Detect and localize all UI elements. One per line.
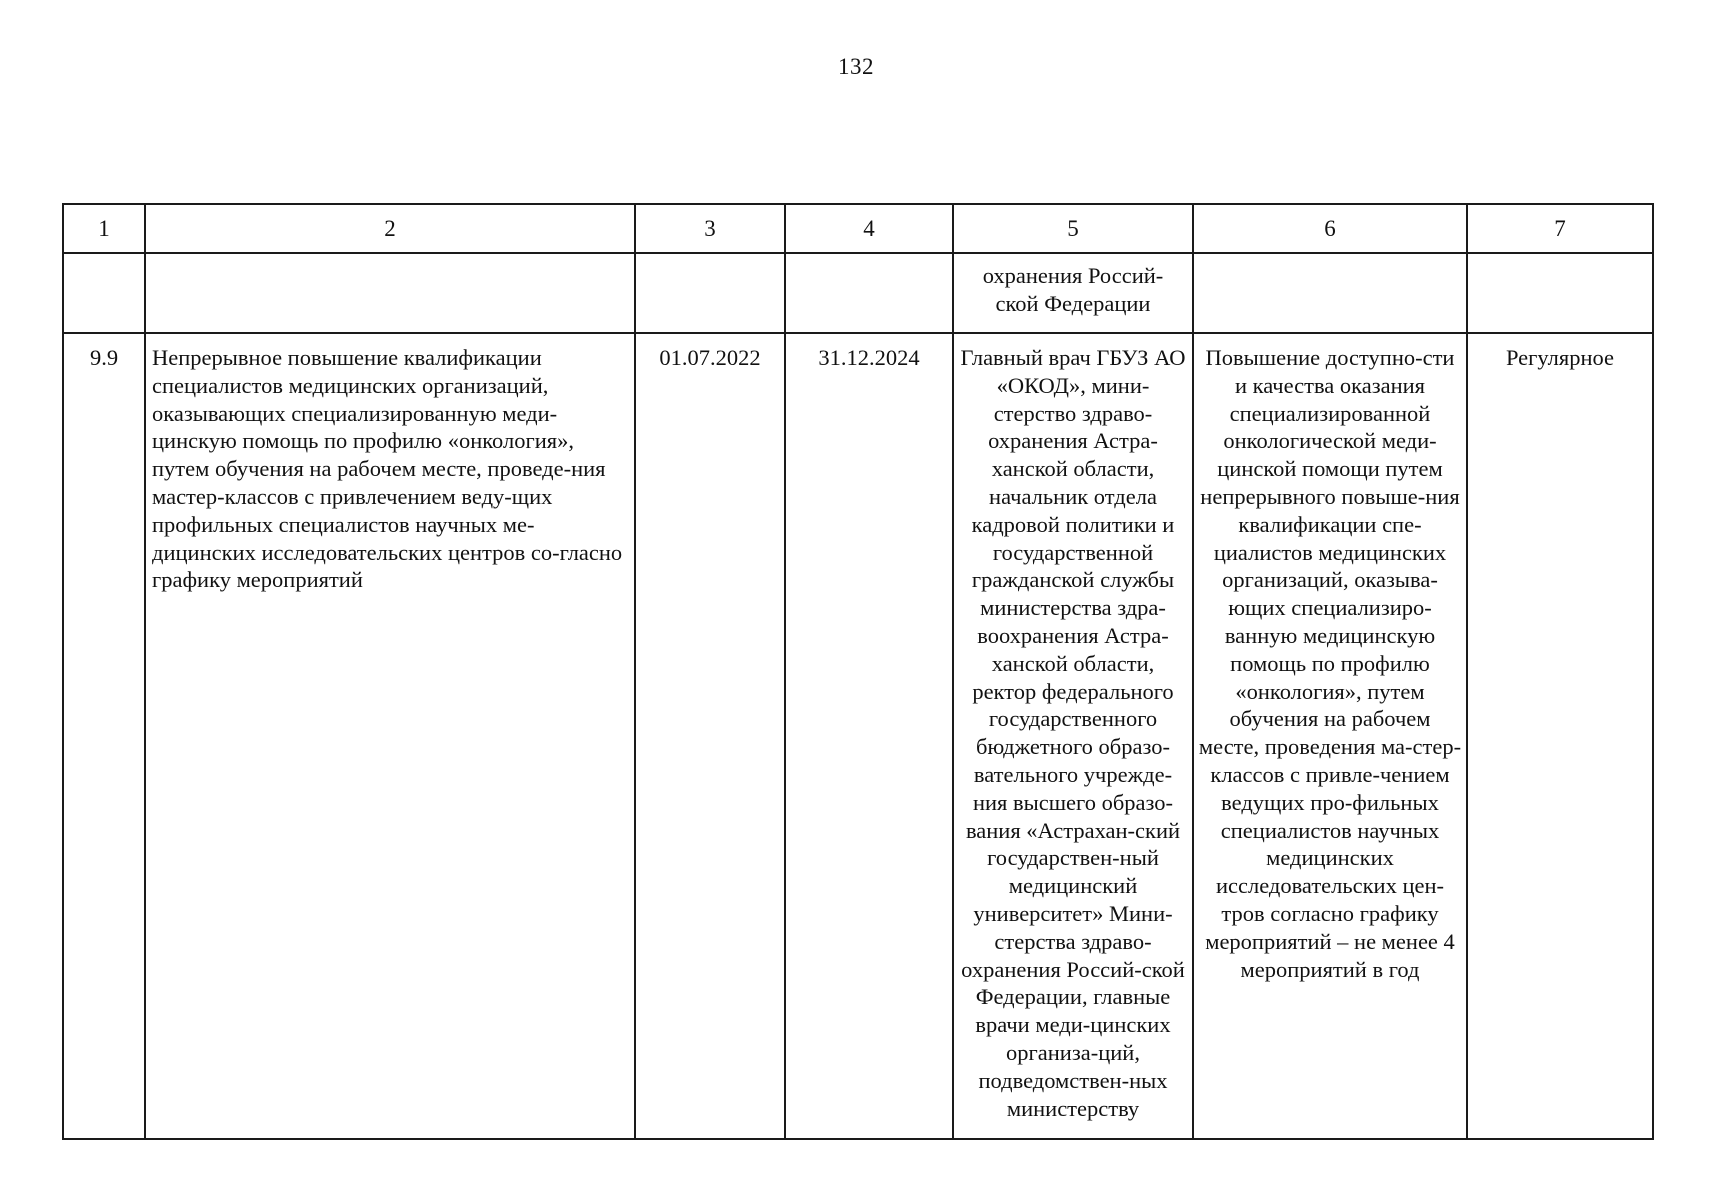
column-header-2: 2	[145, 204, 635, 253]
responsible-executors: Главный врач ГБУЗ АО «ОКОД», мини-стерство здраво-охранения Астра-ханской области, начальник отдела кадровой политики и государственной гражданской службы министерства здра-воохранения Астра-ханской области, ректор федерального государственного бюджетного образо-вательного учрежде-ния высшего образо-вания «Астрахан-ский государствен-ный медицинский университет» Мини-стерства здраво-охранения Россий-ской Федерации, главные врачи меди-цинских организа-ций, подведомствен-ных министерству	[953, 333, 1193, 1139]
column-header-7: 7	[1467, 204, 1653, 253]
measure-description: Непрерывное повышение квалификации специалистов медицинских организаций, оказывающих специализированную меди-цинскую помощь по профилю «онкология», путем обучения на рабочем месте, проведе-ния мастер-классов с привлечением веду-щих профильных специалистов научных ме-дицинских исследовательских центров со-гласно графику мероприятий	[145, 333, 635, 1139]
measure-type: Регулярное	[1467, 333, 1653, 1139]
continuation-row	[63, 253, 1653, 333]
page-number: 132	[838, 54, 874, 79]
start-date: 01.07.2022	[635, 333, 785, 1139]
continuation-responsible-text: охранения Россий- ской Федерации	[982, 263, 1164, 316]
column-header-5: 5	[953, 204, 1193, 253]
table-header-row	[63, 204, 1653, 253]
column-header-6: 6	[1193, 204, 1467, 253]
continuation-cell-4	[785, 253, 953, 333]
continuation-cell-1	[63, 253, 145, 333]
continuation-responsible-cell	[953, 253, 1193, 333]
plan-table	[62, 203, 1654, 1140]
column-header-4: 4	[785, 204, 953, 253]
expected-result: Повышение доступно-сти и качества оказания специализированной онкологической меди-цинской помощи путем непрерывного повыше-ния квалификации спе-циалистов медицинских организаций, оказыва-ющих специализиро-ванную медицинскую помощь по профилю «онкология», путем обучения на рабочем месте, проведения ма-стер-классов с привле-чением ведущих про-фильных специалистов научных медицинских исследовательских цен-тров согласно графику мероприятий – не менее 4 мероприятий в год	[1193, 333, 1467, 1139]
column-header-3: 3	[635, 204, 785, 253]
table-row	[63, 333, 1653, 1139]
continuation-cell-3	[635, 253, 785, 333]
column-header-1: 1	[63, 204, 145, 253]
continuation-cell-2	[145, 253, 635, 333]
row-number: 9.9	[63, 333, 145, 1139]
continuation-cell-7	[1467, 253, 1653, 333]
continuation-cell-6	[1193, 253, 1467, 333]
end-date: 31.12.2024	[785, 333, 953, 1139]
